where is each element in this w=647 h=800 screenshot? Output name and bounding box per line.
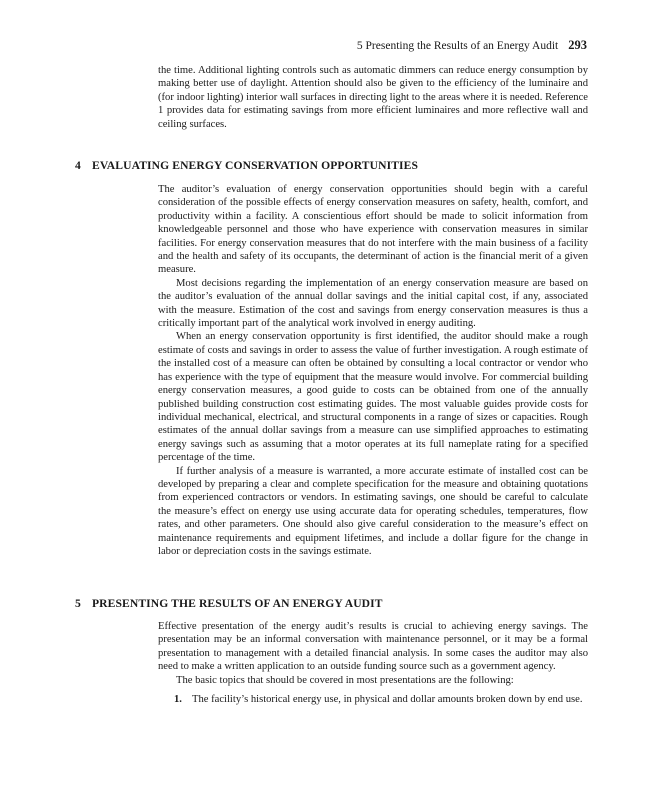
- section-5-title: PRESENTING THE RESULTS OF AN ENERGY AUDIT: [92, 597, 383, 610]
- intro-paragraph: the time. Additional lighting controls such as automatic dimmers can reduce energy consumption by making better use of daylight. Attention should also be given to the efficiency of the luminaire and (for indoor lighting) interior wall surfaces in directing light to the areas where it is needed. Reference 1 provides data for estimating savings from more efficient luminaires and more reflective wall and ceiling surfaces.: [158, 65, 588, 130]
- page-number: 293: [568, 38, 587, 52]
- section-5-paragraph: The basic topics that should be covered in most presentations are the following:: [176, 674, 514, 686]
- section-4-body: [158, 183, 588, 558]
- section-4-paragraph: Most decisions regarding the implementation of an energy conservation measure are based on the auditor’s evaluation of the annual dollar savings and the initial capital cost, if any, associated with the measure. Estimation of the cost and savings from energy conservation measures is thus a critically important part of the analytical work involved in energy auditing.: [158, 277, 588, 330]
- list-item-marker: 1.: [174, 694, 182, 706]
- section-4-number: 4: [75, 159, 81, 172]
- section-4-paragraph: The auditor’s evaluation of energy conservation opportunities should begin with a careful consideration of the possible effects of energy conservation measures on safety, health, comfort, and productivity within a facility. A conscientious effort should be made to solicit information from knowledgeable personnel and those who have experience with conservation measures in similar facilities. For energy conservation measures that do not interfere with the main business of a facility and the health and safety of its occupants, the determinant of action is the financial merit of a given measure.: [158, 184, 588, 276]
- running-header: [357, 38, 587, 53]
- intro-block: [158, 64, 588, 131]
- section-5-number: 5: [75, 597, 81, 610]
- section-4-paragraph: If further analysis of a measure is warranted, a more accurate estimate of installed cost can be developed by preparing a clear and complete specification for the measure and obtaining quotations from experienced contractors or vendors. In estimating savings, one should be careful to calculate the measure’s effect on energy use using accurate data for operating schedules, temperatures, flow rates, and other parameters. One should also give careful consideration to the measure’s effect on maintenance requirements and equipment lifetimes, and include a dollar figure for the change in labor or depreciation costs in the savings estimate.: [158, 465, 588, 557]
- section-5-paragraph: Effective presentation of the energy audit’s results is crucial to achieving energy savings. The presentation may be an informal conversation with maintenance personnel, or it may be a formal presentation to management with a detailed financial analysis. In some cases the auditor may also need to make a written application to an outside funding source such as a government agency.: [158, 621, 588, 673]
- section-4-heading: [75, 159, 595, 172]
- section-5-body: [158, 620, 588, 706]
- list-item: [158, 693, 588, 706]
- list-item-text: The facility’s historical energy use, in physical and dollar amounts broken down by end use.: [192, 694, 583, 706]
- running-title: 5 Presenting the Results of an Energy Audit: [356, 40, 559, 52]
- section-4-paragraph: When an energy conservation opportunity is first identified, the auditor should make a rough estimate of costs and savings in order to assess the value of further investigation. A rough estimate of the installed cost of a measure can often be obtained by consulting a local contractor or vendor who has experience with the type of equipment that the measure would involve. For commercial building energy conservation measures, a good guide to costs can be obtained from one of the annually published building construction cost estimating guides. The most valuable guides provide costs for individual mechanical, electrical, and structural components in a range of sizes or capacities. Rough estimates of the annual dollar savings from a measure can use simplified approaches to estimating energy savings such as assuming that a motor operates at its full nameplate rating for a specified percentage of the time.: [158, 331, 588, 464]
- section-5-heading: [75, 597, 595, 610]
- section-4-title: EVALUATING ENERGY CONSERVATION OPPORTUNITIES: [92, 159, 419, 172]
